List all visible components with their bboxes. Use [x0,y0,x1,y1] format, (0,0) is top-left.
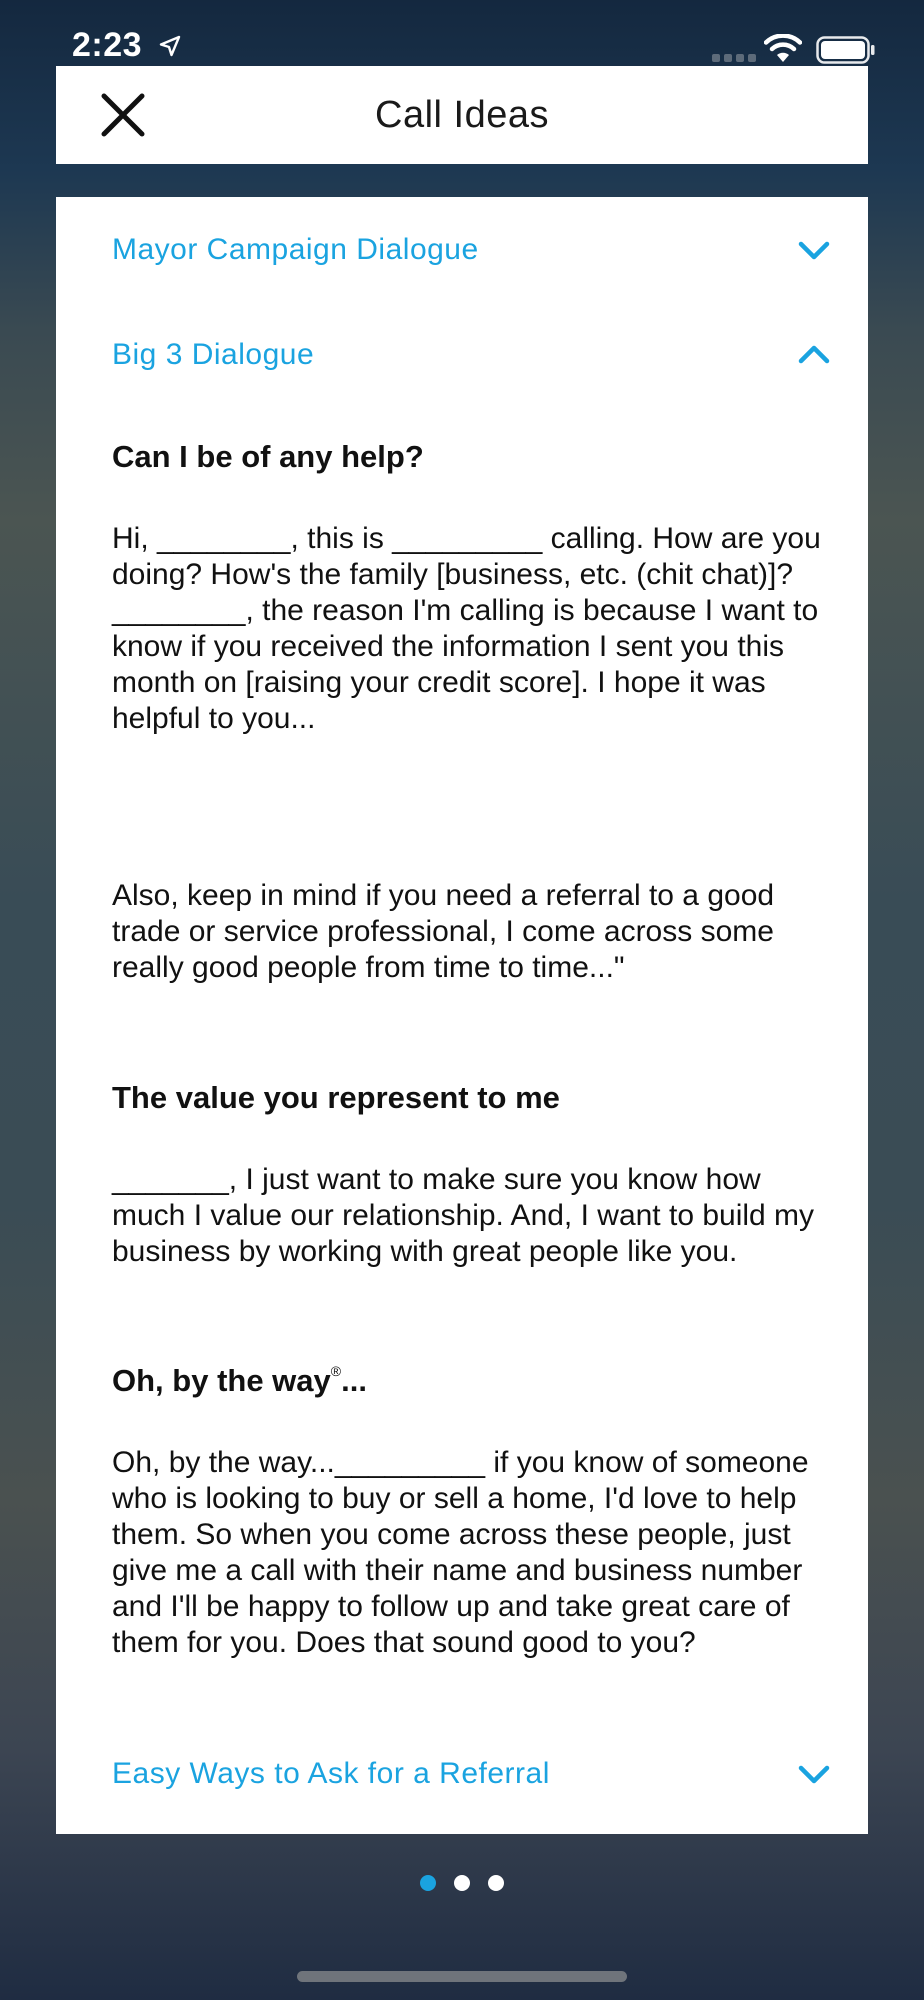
call-ideas-content [56,197,868,1834]
cellular-signal-icon [712,52,756,62]
header-bar [56,66,868,164]
page-title: Call Ideas [375,94,549,136]
close-button[interactable] [98,90,148,140]
registered-mark: ® [330,1362,342,1379]
section-paragraph: Also, keep in mind if you need a referral to a good trade or service professional, I come across some really good people from time to time..." [112,879,775,984]
status-time: 2:23 [72,26,143,64]
section-heading-by-the-way [112,1363,830,1399]
home-indicator[interactable] [297,1971,627,1982]
wifi-icon [764,34,802,64]
section-heading-can-i-help: Can I be of any help? [112,439,424,474]
accordion-mayor-campaign-dialogue[interactable] [112,220,830,280]
chevron-up-icon [798,341,830,369]
page-dot-3[interactable] [488,1875,504,1891]
accordion-label: Big 3 Dialogue [112,338,315,371]
section-paragraph: _______, I just want to make sure you know how much I value our relationship. And, I want to build my business by working with great people like you. [112,1163,815,1268]
accordion-easy-ways-referral[interactable] [112,1744,830,1804]
page-dot-2[interactable] [454,1875,470,1891]
battery-icon [816,36,876,64]
close-icon [98,90,148,140]
heading-text: Oh, by the way [112,1363,331,1398]
page-indicator [0,1868,924,1898]
section-paragraph: Oh, by the way..._________ if you know of someone who is looking to buy or sell a home, I'd love to help them. So when you come across these people, just give me a call with their name and business number and I'll be happy to follow up and take great care of them for you. Does that sound good to you? [112,1446,809,1659]
accordion-label: Mayor Campaign Dialogue [112,233,479,266]
accordion-label: Easy Ways to Ask for a Referral [112,1757,550,1790]
accordion-big-3-dialogue[interactable] [112,325,830,385]
chevron-down-icon [798,1760,830,1788]
chevron-down-icon [798,236,830,264]
location-arrow-icon [158,34,182,58]
status-bar [0,0,924,66]
heading-suffix: ... [341,1363,367,1398]
section-paragraph: Hi, ________, this is _________ calling. How are you doing? How's the family [business, etc. (chit chat)]? ________, the reason I'm calling is because I want to know if you received the information I sent you this month on [raising your credit score]. I hope it was helpful to you... [112,522,821,735]
page-dot-1[interactable] [420,1875,436,1891]
section-heading-value: The value you represent to me [112,1080,560,1115]
